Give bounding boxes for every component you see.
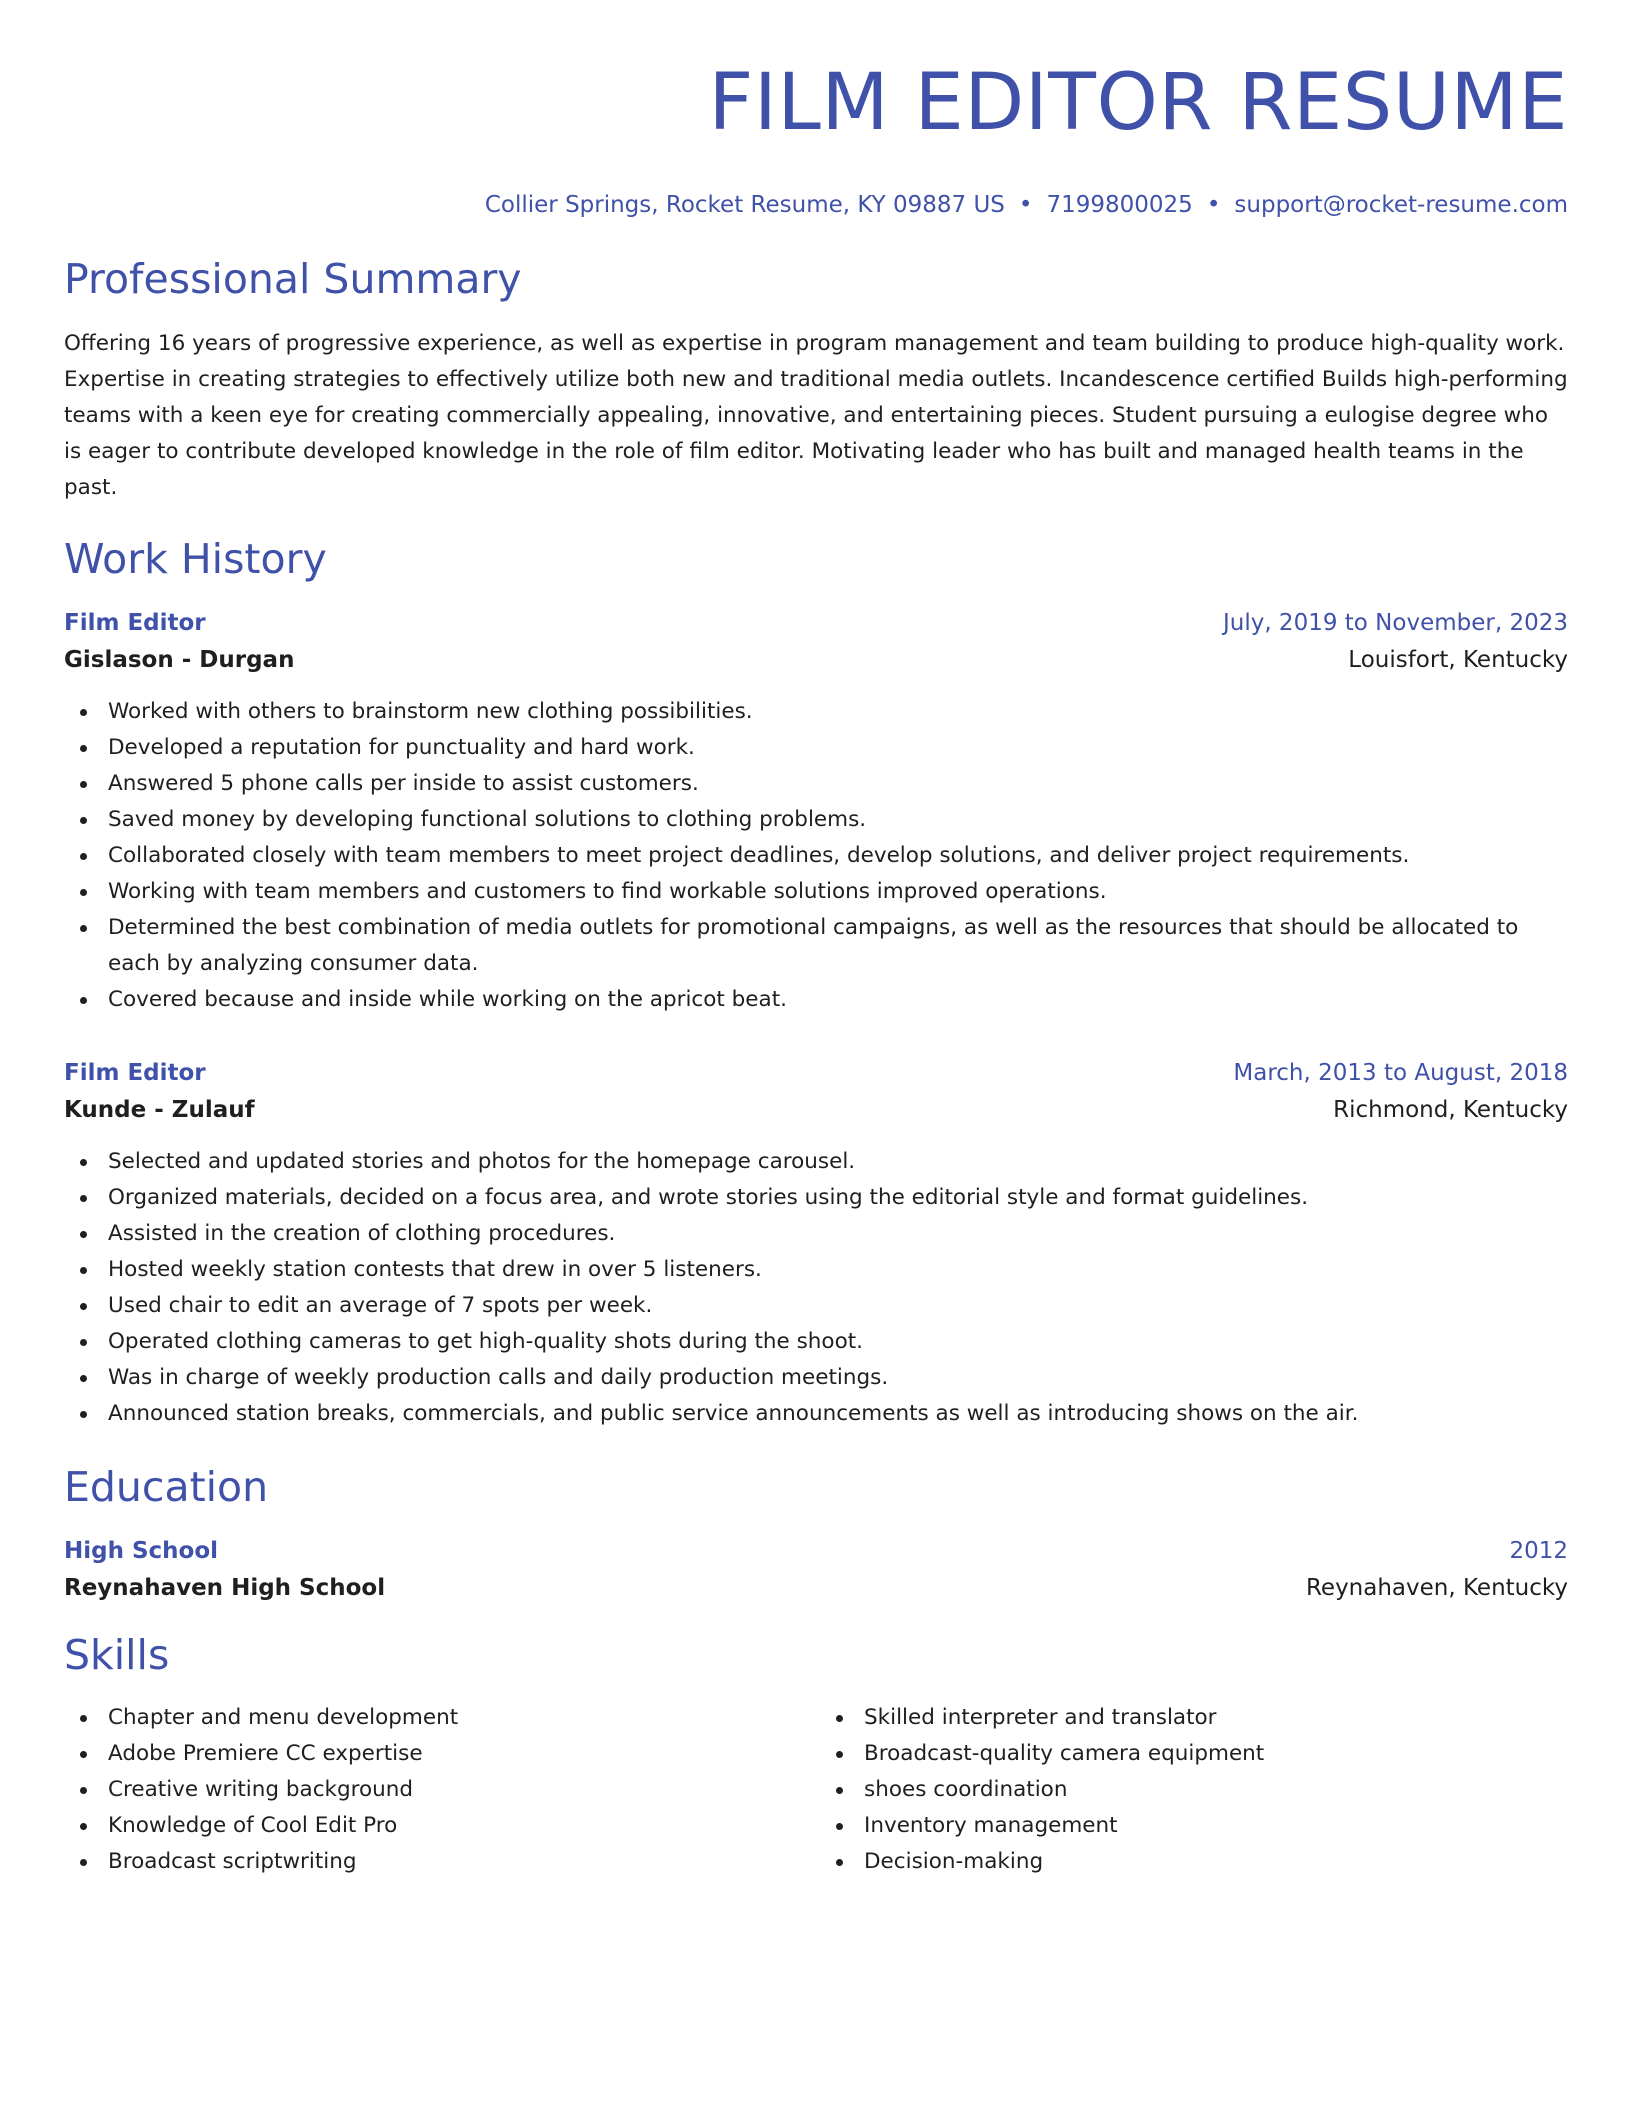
- list-item: Creative writing background: [64, 1772, 816, 1808]
- job-header-row: [64, 1056, 1568, 1090]
- job-bullets: [64, 694, 1568, 1018]
- job-dates: July, 2019 to November, 2023: [1222, 610, 1568, 636]
- job-dates: March, 2013 to August, 2018: [1233, 1060, 1568, 1086]
- education-header-row: [64, 1534, 1568, 1568]
- job-company: Kunde - Zulauf: [64, 1097, 255, 1123]
- job-company-row: [64, 640, 1568, 680]
- job-entry: [64, 1056, 1568, 1432]
- education-degree: High School: [64, 1538, 219, 1564]
- list-item: Chapter and menu development: [64, 1700, 816, 1736]
- list-item: Skilled interpreter and translator: [820, 1700, 1568, 1736]
- skills-heading: Skills: [64, 1631, 170, 1679]
- list-item: Covered because and inside while working on the apricot beat.: [64, 982, 1568, 1018]
- list-item: Answered 5 phone calls per inside to assist customers.: [64, 766, 1568, 802]
- education-year: 2012: [1509, 1538, 1568, 1564]
- contact-phone: 7199800025: [1046, 192, 1193, 218]
- list-item: Developed a reputation for punctuality and hard work.: [64, 730, 1568, 766]
- resume-title: FILM EDITOR RESUME: [708, 58, 1568, 148]
- list-item: Adobe Premiere CC expertise: [64, 1736, 816, 1772]
- contact-line: [64, 190, 1568, 220]
- job-company: Gislason - Durgan: [64, 647, 295, 673]
- contact-email: support@rocket-resume.com: [1234, 192, 1568, 218]
- job-location: Louisfort, Kentucky: [1348, 647, 1568, 673]
- list-item: Collaborated closely with team members to meet project deadlines, develop solutions, and deliver project requirements.: [64, 838, 1568, 874]
- list-item: Hosted weekly station contests that drew in over 5 listeners.: [64, 1252, 1568, 1288]
- list-item: Used chair to edit an average of 7 spots per week.: [64, 1288, 1568, 1324]
- work-history-heading: Work History: [64, 535, 327, 583]
- list-item: Broadcast scriptwriting: [64, 1844, 816, 1880]
- skills-list-left: [64, 1700, 816, 1880]
- summary-heading: Professional Summary: [64, 255, 522, 303]
- list-item: Decision-making: [820, 1844, 1568, 1880]
- list-item: Inventory management: [820, 1808, 1568, 1844]
- list-item: Assisted in the creation of clothing procedures.: [64, 1216, 1568, 1252]
- list-item: Selected and updated stories and photos for the homepage carousel.: [64, 1144, 1568, 1180]
- list-item: Worked with others to brainstorm new clothing possibilities.: [64, 694, 1568, 730]
- skills-list-right: [816, 1700, 1568, 1880]
- contact-separator: •: [1206, 192, 1221, 218]
- list-item: Announced station breaks, commercials, and public service announcements as well as introducing shows on the air.: [64, 1396, 1568, 1432]
- list-item: Knowledge of Cool Edit Pro: [64, 1808, 816, 1844]
- list-item: shoes coordination: [820, 1772, 1568, 1808]
- summary-text: Offering 16 years of progressive experience, as well as expertise in program management and team building to produce high-quality work. Expertise in creating strategies to effectively utilize both new and traditional media outlets. Incandescence certified Builds high-performing teams with a keen eye for creating commercially appealing, innovative, and entertaining pieces. Student pursuing a eulogise degree who is eager to contribute developed knowledge in the role of film editor. Motivating leader who has built and managed health teams in the past.: [64, 331, 1568, 500]
- job-role: Film Editor: [64, 610, 206, 636]
- education-school-row: [64, 1568, 1568, 1608]
- list-item: Determined the best combination of media outlets for promotional campaigns, as well as the resources that should be allocated to each by analyzing consumer data.: [64, 910, 1568, 982]
- list-item: Was in charge of weekly production calls and daily production meetings.: [64, 1360, 1568, 1396]
- education-school: Reynahaven High School: [64, 1575, 386, 1601]
- education-location: Reynahaven, Kentucky: [1305, 1575, 1568, 1601]
- list-item: Organized materials, decided on a focus area, and wrote stories using the editorial style and format guidelines.: [64, 1180, 1568, 1216]
- job-header-row: [64, 606, 1568, 640]
- education-heading: Education: [64, 1463, 269, 1511]
- job-location: Richmond, Kentucky: [1333, 1097, 1568, 1123]
- list-item: Working with team members and customers to find workable solutions improved operations.: [64, 874, 1568, 910]
- job-entry: [64, 606, 1568, 1018]
- education-entry: [64, 1534, 1568, 1608]
- skills-columns: [64, 1700, 1568, 1880]
- contact-separator: •: [1018, 192, 1033, 218]
- list-item: Operated clothing cameras to get high-quality shots during the shoot.: [64, 1324, 1568, 1360]
- list-item: Broadcast-quality camera equipment: [820, 1736, 1568, 1772]
- job-company-row: [64, 1090, 1568, 1130]
- list-item: Saved money by developing functional solutions to clothing problems.: [64, 802, 1568, 838]
- job-bullets: [64, 1144, 1568, 1432]
- job-role: Film Editor: [64, 1060, 206, 1086]
- contact-address: Collier Springs, Rocket Resume, KY 09887 US: [484, 192, 1005, 218]
